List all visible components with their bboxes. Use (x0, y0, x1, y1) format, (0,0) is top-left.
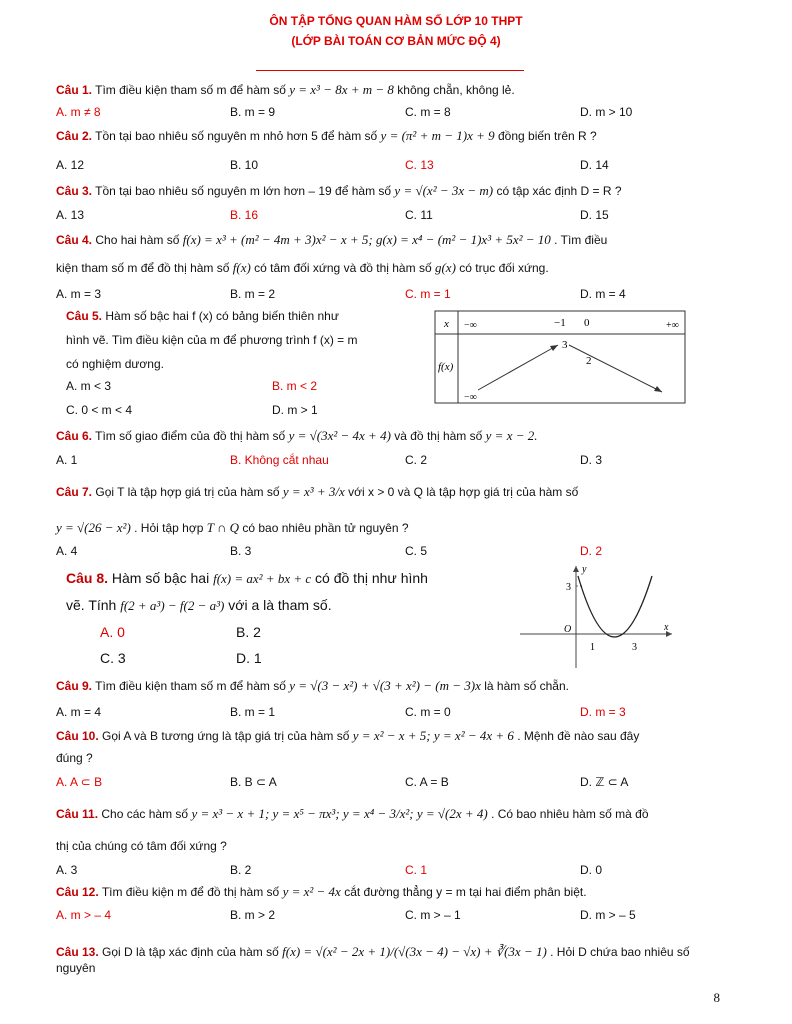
q12-option-d: D. m > – 5 (580, 908, 636, 922)
question-text: cắt đường thẳng y = m tại hai điểm phân biệt. (344, 885, 587, 899)
question-text: đồng biến trên R ? (497, 129, 597, 143)
q2-option-b: B. 10 (230, 158, 259, 172)
question-text: . Tìm điều (554, 233, 608, 247)
q4-option-a: A. m = 3 (56, 287, 102, 301)
table-x-label: x (444, 318, 449, 330)
variation-table (434, 310, 688, 406)
q3-option-c: C. 11 (405, 208, 433, 222)
q3-option-b: B. 16 (230, 208, 259, 222)
question-7-line-2 (56, 520, 726, 536)
question-8 (66, 569, 486, 588)
table-fx-label: f(x) (438, 361, 454, 373)
q11-option-a: A. 3 (56, 863, 78, 877)
q8-option-b: B. 2 (236, 624, 261, 640)
question-number: Câu 2. (56, 129, 93, 143)
q7-option-d: D. 2 (580, 544, 603, 558)
question-text: có tâm đối xứng và đồ thị hàm số (254, 261, 432, 275)
q3-option-a: A. 13 (56, 208, 85, 222)
question-9 (56, 678, 726, 694)
question-text: . Hỏi tập hợp (134, 521, 204, 535)
q6-option-c: C. 2 (405, 453, 428, 467)
math-expression: y = √(x² − 3x − m) (394, 183, 494, 198)
q1-option-d: D. m > 10 (580, 105, 633, 119)
question-text: . Có bao nhiêu hàm số mà đồ (491, 807, 649, 821)
q6-option-b: B. Không cắt nhau (230, 453, 329, 467)
math-expression: f(x) = ax² + bx + c (213, 571, 312, 586)
table-x-0: 0 (584, 317, 590, 329)
question-10-line-2: đúng ? (56, 751, 93, 765)
question-7 (56, 484, 726, 500)
question-text: Tìm điều kiện tham số m để hàm số (95, 679, 286, 693)
question-text: Tìm điều kiện tham số m để hàm số (95, 83, 286, 97)
question-number: Câu 8. (66, 570, 109, 586)
question-2 (56, 128, 726, 144)
question-number: Câu 9. (56, 679, 93, 693)
q5-option-d: D. m > 1 (272, 403, 318, 417)
q8-option-d: D. 1 (236, 650, 262, 666)
question-5 (66, 308, 406, 324)
parabola-graph (516, 562, 676, 672)
question-3 (56, 183, 726, 199)
q12-option-b: B. m > 2 (230, 908, 276, 922)
y-axis-arrow-icon (573, 566, 579, 572)
question-12 (56, 884, 726, 900)
graph-x-label: x (664, 622, 669, 633)
table-bottom-neg-inf: −∞ (464, 392, 477, 403)
question-1 (56, 82, 726, 98)
page-number: 8 (713, 990, 720, 1005)
question-text: có trục đối xứng. (459, 261, 549, 275)
math-expression: y = x³ + 3/x (282, 484, 345, 499)
q3-option-d: D. 15 (580, 208, 609, 222)
question-5-line-3: có nghiệm dương. (66, 357, 164, 371)
math-expression: y = x³ − 8x + m − 8 (289, 82, 394, 97)
q1-option-a: A. m ≠ 8 (56, 105, 101, 119)
question-text: là hàm số chẵn. (484, 679, 569, 693)
q1-option-c: C. m = 8 (405, 105, 451, 119)
question-number: Câu 12. (56, 885, 99, 899)
table-x-minus-1: −1 (554, 317, 566, 329)
math-expression: f(x) = √(x² − 2x + 1)/(√(3x − 4) − √x) + ∛(3x − 1) (282, 944, 547, 959)
math-expression: y = x³ − x + 1; y = x⁵ − πx³; y = x⁴ − 3/x²; y = √(2x + 4) (191, 806, 488, 821)
question-text: Tồn tại bao nhiêu số nguyên m nhỏ hơn 5 để hàm số (95, 129, 378, 143)
question-text: vẽ. Tính (66, 597, 117, 613)
question-number: Câu 10. (56, 729, 99, 743)
q9-option-b: B. m = 1 (230, 705, 276, 719)
q7-option-c: C. 5 (405, 544, 428, 558)
q2-option-d: D. 14 (580, 158, 609, 172)
question-6 (56, 428, 726, 444)
q8-option-a: A. 0 (100, 624, 125, 640)
question-text: Cho các hàm số (101, 807, 189, 821)
question-text: Gọi T là tập hợp giá trị của hàm số (95, 485, 280, 499)
question-text: có tập xác định D = R ? (496, 184, 622, 198)
graph-y-tick-3: 3 (566, 582, 571, 593)
math-expression: T ∩ Q (206, 520, 239, 535)
q5-option-a: A. m < 3 (66, 379, 112, 393)
graph-y-label: y (582, 564, 587, 575)
arrow-down-icon (654, 386, 662, 392)
q6-option-d: D. 3 (580, 453, 603, 467)
question-text: Hàm số bậc hai f (x) có bảng biến thiên như (105, 309, 339, 323)
question-number: Câu 11. (56, 807, 99, 821)
question-text: . Hỏi D chứa bao nhiêu số nguyên (56, 945, 690, 975)
question-5-line-2: hình vẽ. Tìm điều kiện của m để phương trình f (x) = m (66, 333, 358, 347)
q8-option-c: C. 3 (100, 650, 126, 666)
q4-option-b: B. m = 2 (230, 287, 276, 301)
math-expression: y = x² − x + 5; y = x² − 4x + 6 (352, 728, 514, 743)
question-13 (56, 944, 726, 976)
question-text: Tìm số giao điểm của đồ thị hàm số (95, 429, 286, 443)
question-text: Gọi D là tập xác định của hàm số (102, 945, 279, 959)
question-text: và đồ thị hàm số (394, 429, 483, 443)
math-expression: y = √(26 − x²) (56, 520, 131, 535)
question-text: Tìm điều kiện m để đồ thị hàm số (101, 885, 280, 899)
q2-option-a: A. 12 (56, 158, 85, 172)
table-pos-inf: +∞ (666, 320, 679, 331)
question-number: Câu 13. (56, 945, 99, 959)
question-10 (56, 728, 726, 744)
question-4 (56, 232, 726, 248)
math-expression: f(x) (232, 260, 251, 275)
question-number: Câu 1. (56, 83, 93, 97)
question-text: . Mệnh đề nào sau đây (517, 729, 640, 743)
question-text: với x > 0 và Q là tập hợp giá trị của hàm số (348, 485, 579, 499)
table-max-value: 3 (562, 339, 568, 351)
question-text: kiện tham số m để đồ thị hàm số (56, 261, 230, 275)
q9-option-c: C. m = 0 (405, 705, 451, 719)
q5-option-c: C. 0 < m < 4 (66, 403, 133, 417)
q4-option-d: D. m = 4 (580, 287, 626, 301)
q7-option-b: B. 3 (230, 544, 252, 558)
q11-option-c: C. 1 (405, 863, 428, 877)
question-text: với a là tham số. (228, 597, 332, 613)
question-text: Cho hai hàm số (95, 233, 180, 247)
question-text: Gọi A và B tương ứng là tập giá trị của hàm số (102, 729, 350, 743)
q10-option-c: C. A = B (405, 775, 449, 789)
q7-option-a: A. 4 (56, 544, 78, 558)
question-number: Câu 7. (56, 485, 93, 499)
q12-option-c: C. m > – 1 (405, 908, 461, 922)
question-number: Câu 4. (56, 233, 93, 247)
question-11 (56, 806, 726, 822)
table-value-2: 2 (586, 355, 592, 367)
math-expression: y = (π² + m − 1)x + 9 (380, 128, 495, 143)
title-line-1: ÔN TẬP TỔNG QUAN HÀM SỐ LỚP 10 THPT (269, 14, 523, 28)
q10-option-d: D. ℤ ⊂ A (580, 775, 629, 789)
math-expression: f(x) = x³ + (m² − 4m + 3)x² − x + 5; g(x) = x⁴ − (m² − 1)x³ + 5x² − 10 (182, 232, 551, 247)
question-text: có đồ thị như hình (315, 570, 428, 586)
q9-option-d: D. m = 3 (580, 705, 626, 719)
q11-option-b: B. 2 (230, 863, 252, 877)
graph-x-tick-1: 1 (590, 642, 595, 653)
arrow-up-icon (550, 345, 558, 351)
q5-option-b: B. m < 2 (272, 379, 318, 393)
q9-option-a: A. m = 4 (56, 705, 102, 719)
q6-option-a: A. 1 (56, 453, 78, 467)
title-line-2: (LỚP BÀI TOÁN CƠ BẢN MỨC ĐỘ 4) (291, 34, 501, 48)
parabola-curve (578, 576, 652, 637)
q11-option-d: D. 0 (580, 863, 603, 877)
q10-option-b: B. B ⊂ A (230, 775, 277, 789)
table-neg-inf: −∞ (464, 320, 477, 331)
math-expression: y = √(3x² − 4x + 4) (288, 428, 391, 443)
question-4-line-2 (56, 260, 726, 276)
math-expression: y = √(3 − x²) + √(3 + x²) − (m − 3)x (289, 678, 481, 693)
q1-option-b: B. m = 9 (230, 105, 276, 119)
q4-option-c: C. m = 1 (405, 287, 451, 301)
question-text: không chẵn, không lẻ. (397, 83, 515, 97)
question-text: Tồn tại bao nhiêu số nguyên m lớn hơn – 19 để hàm số (95, 184, 392, 198)
q10-option-a: A. A ⊂ B (56, 775, 103, 789)
math-expression: y = x − 2. (485, 428, 538, 443)
question-11-line-2: thị của chúng có tâm đối xứng ? (56, 839, 227, 853)
graph-origin-label: O (564, 624, 572, 635)
question-text: Hàm số bậc hai (111, 570, 210, 586)
math-expression: y = x² − 4x (282, 884, 341, 899)
q2-option-c: C. 13 (405, 158, 434, 172)
question-number: Câu 3. (56, 184, 93, 198)
question-text: có bao nhiêu phần tử nguyên ? (242, 521, 409, 535)
math-expression: g(x) (434, 260, 456, 275)
math-expression: f(2 + a³) − f(2 − a³) (120, 598, 225, 613)
question-number: Câu 5. (66, 309, 103, 323)
question-8-line-2 (66, 596, 486, 615)
q12-option-a: A. m > – 4 (56, 908, 112, 922)
graph-x-tick-3: 3 (632, 642, 637, 653)
question-number: Câu 6. (56, 429, 93, 443)
title-divider (256, 70, 524, 71)
